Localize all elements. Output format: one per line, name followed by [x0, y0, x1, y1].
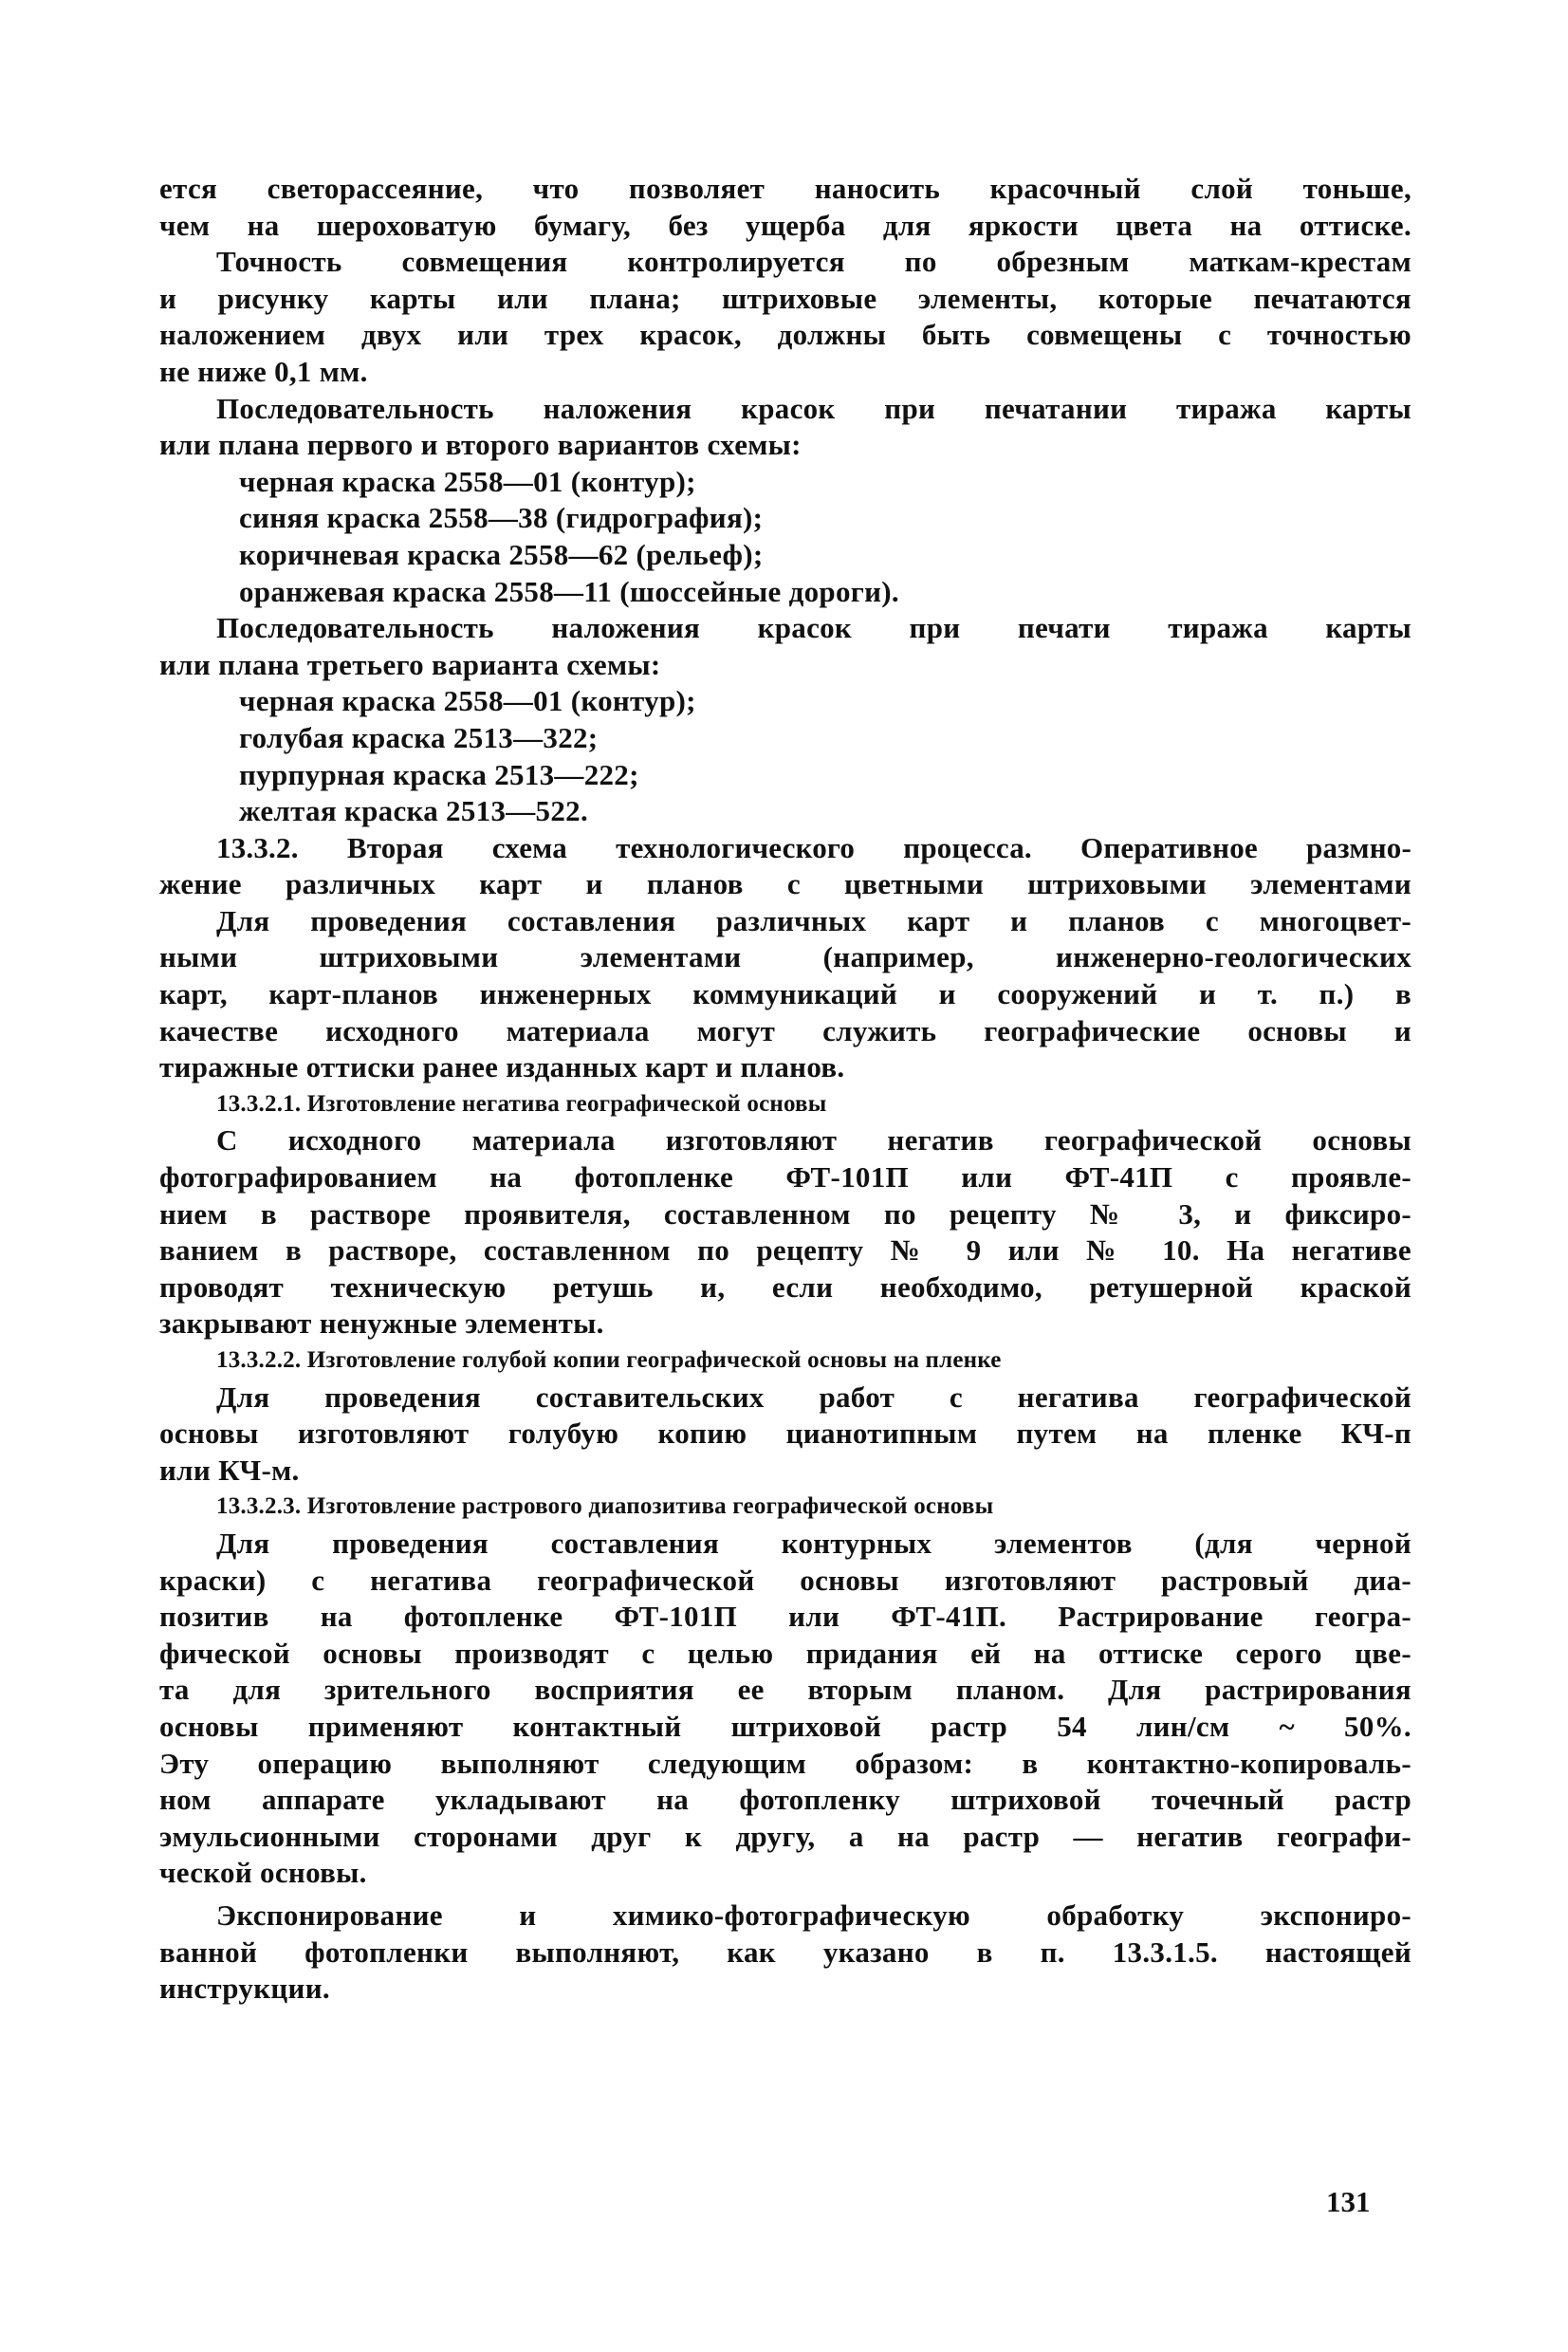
text-line: закрывают ненужные элементы.	[159, 1306, 604, 1341]
paragraph-1	[159, 171, 1411, 244]
text-line: Эту операцию выполняют следующим образом: в контактно-копироваль-	[159, 1746, 1411, 1780]
text-line: наложением двух или трех красок, должны быть совмещены с точностью	[159, 318, 1411, 352]
text-line: Точность совмещения контролируется по обрезным маткам-крестам	[216, 245, 1411, 279]
text-line: Экспонирование и химико-фотографическую обработку экспониро-	[216, 1898, 1411, 1932]
section-heading-13-3-2-end	[159, 866, 1411, 903]
paragraph-8	[159, 1526, 1411, 1855]
text-line: или КЧ-м.	[159, 1453, 300, 1487]
text-line: эмульсионными сторонами друг к другу, а на растр — негатив географи-	[159, 1819, 1411, 1853]
text-line: та для зрительного восприятия ее вторым планом. Для растрирования	[159, 1673, 1411, 1707]
text-line: краски) с негатива географической основы изготовляют растровый диа-	[159, 1563, 1411, 1597]
text-line: и рисунку карты или плана; штриховые элементы, которые печатаются	[159, 281, 1411, 315]
text-line: С исходного материала изготовляют негатив географической основы	[216, 1123, 1411, 1157]
text-line: фотографированием на фотопленке ФТ-101П или ФТ-41П с проявле-	[159, 1160, 1411, 1195]
list-item: черная краска 2558—01 (контур);	[239, 684, 696, 718]
text-line: карт, карт-планов инженерных коммуникаций и сооружений и т. п.) в	[159, 977, 1411, 1011]
document-page	[159, 171, 1411, 2008]
list-item: оранжевая краска 2558—11 (шоссейные дороги).	[239, 574, 899, 608]
text-line: основы изготовляют голубую копию цианотипным путем на пленке КЧ-п	[159, 1417, 1411, 1451]
paragraph-8-end	[159, 1855, 1411, 1892]
paragraph-2	[159, 244, 1411, 354]
paragraph-7-end	[159, 1453, 1411, 1490]
list-item: пурпурная краска 2513—222;	[239, 757, 639, 791]
paragraph-4	[159, 610, 1411, 647]
text-line: не ниже 0,1 мм.	[159, 354, 368, 388]
text-line: тиражные оттиски ранее изданных карт и планов.	[159, 1050, 845, 1084]
ink-list-1	[159, 464, 1411, 610]
text-line: качестве исходного материала могут служить географические основы и	[159, 1013, 1411, 1047]
paragraph-9	[159, 1898, 1411, 1971]
text-line: Последовательность наложения красок при печати тиража карты	[216, 611, 1411, 645]
text-line: или плана третьего варианта схемы:	[159, 647, 661, 681]
text-line: ном аппарате укладывают на фотопленку штриховой точечный растр	[159, 1783, 1411, 1817]
text-line: ванной фотопленки выполняют, как указано в п. 13.3.1.5. настоящей	[159, 1935, 1411, 1969]
text-line: ными штриховыми элементами (например, инженерно-геологических	[159, 940, 1411, 974]
paragraph-5	[159, 903, 1411, 1049]
paragraph-6-end	[159, 1306, 1411, 1343]
list-item: желтая краска 2513—522.	[239, 794, 589, 828]
ink-list-2	[159, 683, 1411, 829]
paragraph-2-end	[159, 354, 1411, 391]
heading-line: 13.3.2. Вторая схема технологического процесса. Оперативное размно-	[216, 830, 1411, 864]
list-item: синяя краска 2558—38 (гидрография);	[239, 501, 764, 535]
text-line: или плана первого и второго вариантов схемы:	[159, 428, 802, 462]
subsection-heading-13-3-2-1: 13.3.2.1. Изготовление негатива географической основы	[216, 1090, 827, 1117]
paragraph-9-end	[159, 1971, 1411, 2008]
text-line: Последовательность наложения красок при печатании тиража карты	[216, 391, 1411, 425]
text-line: позитив на фотопленке ФТ-101П или ФТ-41П. Растрирование геогра-	[159, 1600, 1411, 1634]
paragraph-3-end	[159, 427, 1411, 464]
section-heading-13-3-2	[159, 830, 1411, 867]
text-line: фической основы производят с целью придания ей на оттиске серого цве-	[159, 1636, 1411, 1670]
text-line: ческой основы.	[159, 1856, 367, 1890]
paragraph-4-end	[159, 647, 1411, 684]
list-item: коричневая краска 2558—62 (рельеф);	[239, 537, 764, 571]
text-line: проводят техническую ретушь и, если необходимо, ретушерной краской	[159, 1269, 1411, 1304]
text-line: Для проведения составительских работ с негатива географической	[216, 1380, 1411, 1414]
text-line: чем на шероховатую бумагу, без ущерба для яркости цвета на оттиске.	[159, 208, 1411, 242]
list-item: черная краска 2558—01 (контур);	[239, 464, 696, 498]
subsection-heading-13-3-2-2: 13.3.2.2. Изготовление голубой копии географической основы на пленке	[216, 1347, 1002, 1373]
page-number: 131	[1326, 2185, 1371, 2218]
text-line: ется светорассеяние, что позволяет наносить красочный слой тоньше,	[159, 172, 1411, 205]
text-line: инструкции.	[159, 1972, 330, 2006]
text-line: нием в растворе проявителя, составленном по рецепту № 3, и фиксиро-	[159, 1196, 1411, 1231]
subsection-heading-13-3-2-3: 13.3.2.3. Изготовление растрового диапозитива географической основы	[216, 1493, 994, 1520]
text-line: ванием в растворе, составленном по рецепту № 9 или № 10. На негативе	[159, 1233, 1411, 1268]
paragraph-5-end	[159, 1049, 1411, 1086]
text-line: основы применяют контактный штриховой растр 54 лин/см ~ 50%.	[159, 1709, 1411, 1743]
paragraph-7	[159, 1380, 1411, 1453]
text-line: Для проведения составления различных карт и планов с многоцвет-	[216, 903, 1411, 937]
paragraph-3	[159, 391, 1411, 428]
heading-line: жение различных карт и планов с цветными штриховыми элементами	[159, 867, 1411, 901]
text-line: Для проведения составления контурных элементов (для черной	[216, 1526, 1411, 1560]
list-item: голубая краска 2513—322;	[239, 720, 599, 754]
paragraph-6	[159, 1122, 1411, 1306]
